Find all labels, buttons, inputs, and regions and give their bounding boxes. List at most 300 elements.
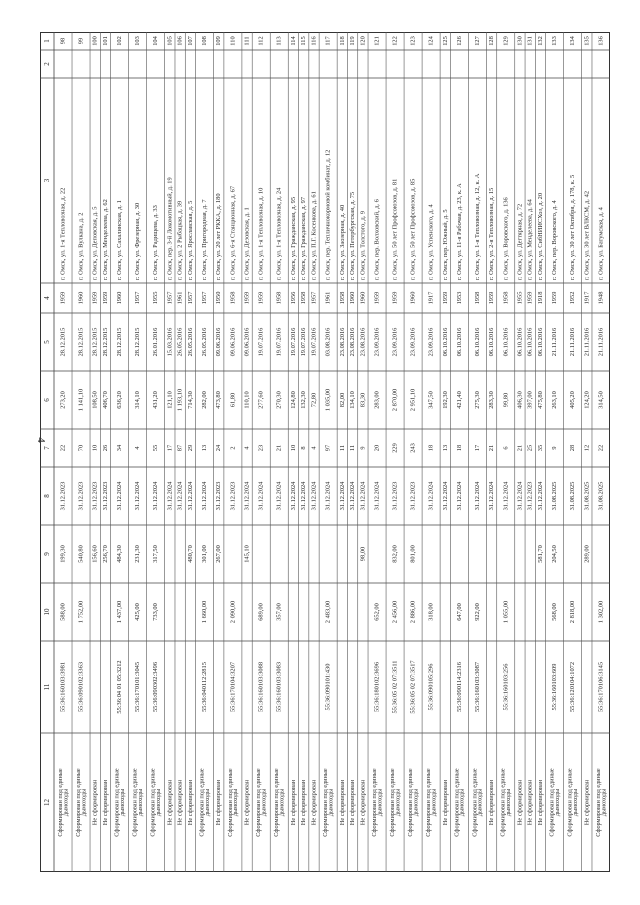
table-cell: 636,20 [116,391,124,409]
table-cell: 1960 [409,291,417,305]
table-cell: 31.12.2024 [455,481,463,511]
address-cell: г. Омск, ул. Воровского, д. 136 [502,197,510,280]
table-cell: 714,30 [186,391,194,409]
status-cell: Сформирован под единые [388,768,396,837]
table-cell: 1960 [77,291,85,305]
table-cell: 1955 [152,291,160,305]
address-cell: г. Омск, ул. Менделеева, д. 64 [526,199,534,280]
row-number: 122 [391,36,399,46]
status-cell: Сформирован под единые [471,768,479,837]
table-cell: 06.10.2016 [516,327,524,357]
table-cell: 1948 [597,291,605,305]
table-cell: 301,00 [201,545,209,563]
table-cell: 289,00 [583,545,591,563]
table-cell: 31.12.2024 [310,481,318,511]
table-cell: 21.11.2016 [551,327,559,357]
address-cell: г. Омск, ул. 1-я Тепловозная, д. 12, к. А [473,173,481,280]
column-number: 9 [43,552,51,556]
table-cell: 1917 [583,291,591,305]
row-number: 136 [597,36,605,46]
table-cell: 2 870,00 [391,388,399,412]
table-cell: 97 [324,444,332,452]
table-cell: 31.12.2024 [427,481,435,511]
row-number: 135 [583,36,591,46]
table-cell: 406,30 [516,391,524,409]
table-cell: 10 [91,444,99,452]
address-cell: г. Омск, ул. Дегтярная, д. 72 [516,203,524,280]
table-cell: 31.12.2024 [537,481,544,511]
table-cell: 31.08.2025 [597,481,605,511]
address-cell: г. Омск, ул. Батумская, д. 4 [597,207,605,280]
table-cell: 26.05.2016 [176,327,184,357]
address-cell: г. Омск, ул. 20 лет РККА, д. 180 [215,193,223,280]
status-cell: Не сформирован [338,779,346,826]
row-number: 106 [176,36,184,46]
address-cell: г. Омск, ул. Гражданская, д. 97 [300,196,308,280]
address-cell: г. Омск, ул. 2-я Тепловозная, д. 15 [488,187,496,280]
table-cell: 06.10.2016 [441,327,449,357]
table-cell: 314,10 [134,391,142,409]
status-cell: дымоходы [278,788,286,817]
status-cell: Не сформирован [359,779,367,826]
table-cell: 1959 [257,291,265,305]
table-cell: 31.12.2024 [373,481,381,511]
row-number: 105 [166,36,174,46]
table-cell: 31.12.2024 [275,481,283,511]
table-cell: 540,80 [77,545,85,563]
status-cell: дымоходы [376,788,384,817]
row-number: 109 [215,36,223,46]
table-cell: 832,00 [391,545,399,563]
table-cell: 647,00 [455,603,463,621]
table-cell: 1950 [215,291,223,305]
table-cell: 21.11.2016 [569,327,577,357]
table-cell: 1958 [275,291,283,305]
table-cell: 82,00 [338,392,346,408]
status-cell: Не сформирован [186,779,194,826]
row-number: 115 [300,36,308,46]
status-cell: Не сформирован [441,779,449,826]
status-cell: Сформирован под единые [370,768,378,837]
status-cell: дымоходы [260,788,268,817]
row-number: 117 [324,36,332,46]
table-cell: 13 [201,444,209,452]
row-number: 121 [373,36,381,46]
status-cell: Не сформирован [300,779,308,826]
row-number: 124 [427,36,435,46]
table-cell: 17 [166,444,174,452]
status-cell: дымоходы [571,788,579,817]
cadastral-number: 55:36:170104:3207 [229,661,237,713]
status-cell: Сформирован под единые [594,768,602,837]
row-number: 128 [488,36,496,46]
table-cell: 31.12.2024 [349,481,357,511]
status-cell: дымоходы [118,788,126,817]
table-cell: 31.12.2023 [526,481,534,511]
table-cell: 801,00 [409,545,417,563]
table-cell: 31.12.2023 [91,481,99,511]
table-cell: 8 [300,446,308,450]
table-cell: 83,30 [359,392,367,408]
table-cell: 19.07.2016 [257,327,265,357]
table-cell: 1957 [134,291,142,305]
table-cell: 09.06.2016 [229,327,237,357]
table-cell: 199,30 [59,545,67,563]
row-number: 134 [569,36,577,46]
cadastral-number: 55:36:090114:2316 [455,662,463,712]
table-cell: 22 [59,444,67,452]
status-cell: Сформирован под единые [56,768,64,837]
address-cell: г. Омск, ул. СибНИИСХоз, д. 20 [537,192,544,280]
table-cell: 124,80 [289,391,297,409]
table-cell: 31.12.2023 [215,481,223,511]
table-cell: 1 437,00 [116,600,124,624]
address-cell: г. Омск, ул. Дезовская, д. 1 [243,207,251,280]
table-cell: 26.05.2016 [186,327,194,357]
address-cell: г. Омск, ул. Радищева, д. 33 [152,205,160,280]
table-cell: 229 [391,443,399,453]
table-cell: 21 [488,444,496,452]
table-cell: 34 [116,444,124,452]
table-cell: 2 951,10 [409,388,417,412]
table-cell: 31.08.2025 [569,481,577,511]
cadastral-number: 55:36:090302:3496 [152,661,160,713]
table-cell: 31.12.2024 [116,481,124,511]
table-cell: 357,00 [275,603,283,621]
table-cell: 1959 [551,291,559,305]
address-cell: г. Омск, ул. 1-я Тепловозная, д. 24 [275,187,283,280]
cadastral-number: 55:36:160103:609 [551,663,559,711]
table-cell: 156,60 [91,545,99,563]
status-cell: дымоходы [430,788,438,817]
status-cell: Не сформирован [289,779,297,826]
table-cell: 4 [310,446,318,450]
table-cell: 29 [186,444,194,452]
table-cell: 31.08.2025 [583,481,591,511]
table-cell: 652,00 [373,603,381,621]
table-cell: 23.09.2016 [409,327,417,357]
row-number: 102 [116,36,124,46]
table-cell: 397,00 [526,391,534,409]
table-cell: 18 [427,444,435,452]
table-cell: 12 [583,444,591,452]
table-cell: 21.11.2016 [583,327,591,357]
table-cell: 17 [473,444,481,452]
status-cell: Не сформирован [583,779,591,826]
address-cell: г. Омск, ул. Пригородная, д. 7 [201,199,209,280]
table-cell: 70 [77,444,85,452]
table-cell: 132,30 [300,391,308,409]
table-cell: 1959 [91,291,99,305]
table-cell: 1 302,00 [597,600,605,624]
table-cell: 06.10.2016 [526,327,534,357]
status-cell: дымоходы [458,788,466,817]
table-cell: 87 [176,444,184,452]
table-cell: 480,70 [186,545,194,563]
table-cell: 475,80 [537,391,544,409]
cadastral-number: 55:36:05 02 07:3511 [391,660,399,714]
status-cell: Сформирован под единые [566,768,574,837]
table-cell: 277,60 [257,391,265,409]
table-cell: 18 [455,444,463,452]
table-cell: 1960 [349,291,357,305]
address-cell: г. Омск, ул. 2 Рыбацкая, д. 39 [176,200,184,280]
status-cell: Сформирован под единые [198,768,206,837]
status-cell: дымоходы [203,788,211,817]
row-number: 104 [152,36,160,46]
table-cell: 318,00 [427,603,435,621]
address-cell: г. Омск, ул. Петербургская, д. 75 [349,191,357,280]
address-cell: г. Омск, ул. Заозерная, д. 40 [338,204,346,280]
status-cell: дымоходы [154,788,162,817]
table-cell: 283,00 [373,391,381,409]
table-cell: 588,00 [59,603,67,621]
row-number: 99 [77,37,85,45]
table-cell: 1961 [324,291,332,305]
cadastral-number: 55:36:090105:296 [427,663,435,711]
table-cell: 31.12.2024 [516,481,524,511]
column-number: 10 [43,608,51,616]
table-cell: 31.12.2023 [409,481,417,511]
address-cell: г. Омск, ул. Вулкана, д. 2 [77,212,85,280]
table-cell: 1 035,00 [324,388,332,412]
table-cell: 06.10.2016 [488,327,496,357]
table-cell: 1 141,10 [77,388,85,412]
table-cell: 09.06.2016 [215,327,223,357]
table-cell: 1957 [186,291,194,305]
table-cell: 06.10.2016 [473,327,481,357]
table-cell: 25 [526,444,534,452]
table-cell: 19.07.2016 [275,327,283,357]
table-cell: 31.12.2024 [441,481,449,511]
table-cell: 31.12.2024 [186,481,194,511]
row-number: 114 [289,36,297,46]
status-cell: Сформирован под единые [255,768,263,837]
address-cell: г. Омск, пер. Волховский, д. 6 [373,199,381,280]
row-number: 101 [101,36,109,46]
table-cell: 1917 [427,291,435,305]
table-cell: 121,10 [166,391,174,409]
table-cell: 28 [569,444,577,452]
row-number: 103 [134,36,142,46]
table-cell: 6 [502,446,510,450]
table-cell: 347,50 [427,391,435,409]
table-cell: 124,20 [583,391,591,409]
cadastral-number: 55:36:160103:256 [502,663,510,711]
address-cell: г. Омск, ул. Гражданская, д. 95 [289,196,297,280]
table-cell: 11 [349,444,357,452]
table-cell: 243 [409,443,417,453]
status-cell: Сформирован под единые [453,768,461,837]
table-cell: 31.12.2023 [391,481,399,511]
table-cell: 2 090,00 [229,600,237,624]
address-cell: г. Омск, ул. 1-я Тепловозная, д. 10 [257,187,265,280]
table-cell: 231,30 [134,545,142,563]
table-cell: 19.07.2016 [300,327,308,357]
table-cell: 06.10.2016 [455,327,463,357]
row-number: 129 [502,36,510,46]
table-cell: 1 193,10 [176,388,184,412]
table-cell: 1957 [201,291,209,305]
table-cell: 1960 [359,291,367,305]
status-cell: Не сформирован [166,779,174,826]
table-cell: 13 [441,444,449,452]
address-cell: г. Омск, ул. Сахалинская, д. 1 [116,200,124,280]
table-cell: 23.09.2016 [391,327,399,357]
table-cell: 922,00 [473,603,481,621]
table-cell: 1959 [488,291,496,305]
table-cell: 1959 [391,291,399,305]
table-cell: 1958 [502,291,510,305]
row-number: 108 [201,36,209,46]
table-cell: 11 [338,444,346,452]
table-cell: 06.10.2016 [537,327,544,357]
table-cell: 61,80 [229,392,237,408]
table-cell: 23 [257,444,265,452]
row-number: 111 [243,36,251,46]
table-cell: 273,20 [59,391,67,409]
address-cell: г. Омск, ул. Менделеева, д. 62 [101,199,109,280]
cadastral-number: 55:36:170101:3045 [134,661,142,713]
cadastral-number: 55:36:160103:3087 [473,661,481,713]
address-cell: г. Омск, пер. 3-й Локомотивный, д. 19 [166,177,174,280]
table-cell: 31.12.2024 [166,481,174,511]
table-cell: 2 886,00 [409,600,417,624]
status-cell: дымоходы [80,788,88,817]
table-cell: 431,20 [152,391,160,409]
table-cell: 1959 [101,291,109,305]
table-cell: 20 [373,444,381,452]
table-cell: 270,30 [275,391,283,409]
table-cell: 282,00 [201,391,209,409]
row-number: 119 [349,36,357,46]
cadastral-number: 55:36:05 02 07:3517 [409,660,417,714]
row-number: 125 [441,36,449,46]
table-cell: 421,40 [455,391,463,409]
table-cell: 28.12.2015 [59,327,67,357]
table-cell: 10 [289,444,297,452]
table-cell: 267,00 [215,545,223,563]
status-cell: дымоходы [62,788,70,817]
table-cell: 31.12.2024 [257,481,265,511]
table-cell: 314,50 [597,391,605,409]
column-number: 1 [43,39,51,43]
table-cell: 31.12.2023 [59,481,67,511]
address-cell: г. Омск, ул. 50 лет Профсоюзов, д. 81 [391,178,399,280]
status-cell: Не сформирован [215,779,223,826]
table-cell: 108,50 [91,391,99,409]
table-cell: 1959 [59,291,67,305]
column-number: 2 [43,62,51,66]
status-cell: дымоходы [476,788,484,817]
status-cell: Не сформирован [91,779,99,826]
table-cell: 03.08.2016 [324,327,332,357]
table-cell: 473,80 [215,391,223,409]
table-cell: 275,30 [473,391,481,409]
status-cell: Сформирован под единые [226,768,234,837]
status-cell: Сформирован под единые [131,768,139,837]
table-cell: 31.12.2024 [359,481,367,511]
table-cell: 9 [551,446,559,450]
table-cell: 581,70 [537,545,544,563]
row-number: 126 [455,36,463,46]
table-cell: 1958 [300,291,308,305]
table-cell: 28.12.2015 [134,327,142,357]
column-number: 11 [43,683,51,691]
address-cell: г. Омск, пер. Воровского, д. 4 [551,200,559,280]
column-number: 8 [43,494,51,498]
cadastral-number: 55:36:120104:1072 [569,661,577,713]
row-number: 130 [516,36,524,46]
table-cell: 55 [152,444,160,452]
table-cell: 425,00 [134,603,142,621]
table-cell: 1 752,00 [77,600,85,624]
table-cell: 31.12.2024 [134,481,142,511]
row-number: 127 [473,36,481,46]
status-cell: Не сформирован [516,779,524,826]
status-cell: Не сформирован [310,779,318,826]
table-cell: 134,10 [349,391,357,409]
table-cell: 1958 [473,291,481,305]
table-cell: 1959 [441,291,449,305]
cadastral-number: 55:36:090102:3363 [77,661,85,713]
table-cell: 35 [537,444,544,452]
table-cell: 19.07.2016 [310,327,318,357]
table-cell: 31.12.2024 [488,481,496,511]
row-number: 116 [310,36,318,46]
table-cell: 22 [597,444,605,452]
cadastral-number: 55:36:160103:3981 [59,661,67,713]
row-number: 110 [229,36,237,46]
cadastral-number: 55:36:040112:2815 [201,662,209,712]
table-cell: 145,10 [243,545,251,563]
table-cell: 98,00 [359,546,367,562]
table-cell: 4 [134,446,142,450]
table-cell: 99,80 [502,392,510,408]
address-cell: г. Омск, ул. Ярославская, д. 5 [186,200,194,280]
table-cell: 406,70 [101,391,109,409]
table-cell: 283,30 [488,391,496,409]
status-cell: Не сформирован [243,779,251,826]
address-cell: г. Омск, ул. Фрезерная, д. 30 [134,202,142,280]
table-cell: 1953 [455,291,463,305]
table-cell: 1955 [516,291,524,305]
address-cell: г. Омск, ул. 11-я Рабочая, д. 23, к. А [455,183,463,280]
table-cell: 1959 [373,291,381,305]
row-number: 131 [526,36,534,46]
table-cell: 31.12.2023 [77,481,85,511]
table-cell: 1959 [526,291,534,305]
status-cell: дымоходы [412,788,420,817]
address-cell: г. Омск, пер. Тепличнокормовой комбинат, д. 12 [324,149,332,280]
status-cell: Сформирован под единые [499,768,507,837]
status-cell: Сформирован под единые [273,768,281,837]
table-cell: 31.12.2024 [300,481,308,511]
table-cell: 1956 [289,291,297,305]
table-cell: 19.07.2016 [289,327,297,357]
column-number: 5 [43,340,51,344]
column-number: 12 [43,799,51,806]
row-number: 107 [186,36,194,46]
table-cell: 317,50 [152,545,160,563]
table-cell: 2 483,00 [324,600,332,624]
cadastral-number: 55:36:160103:3083 [275,661,283,713]
table-cell: 31.12.2024 [338,481,346,511]
cadastral-number: 55:36:180102:3696 [373,661,381,713]
table-cell: 23.08.2016 [338,327,346,357]
table-cell: 72,80 [310,392,318,408]
table-cell: 2 456,00 [391,600,399,624]
